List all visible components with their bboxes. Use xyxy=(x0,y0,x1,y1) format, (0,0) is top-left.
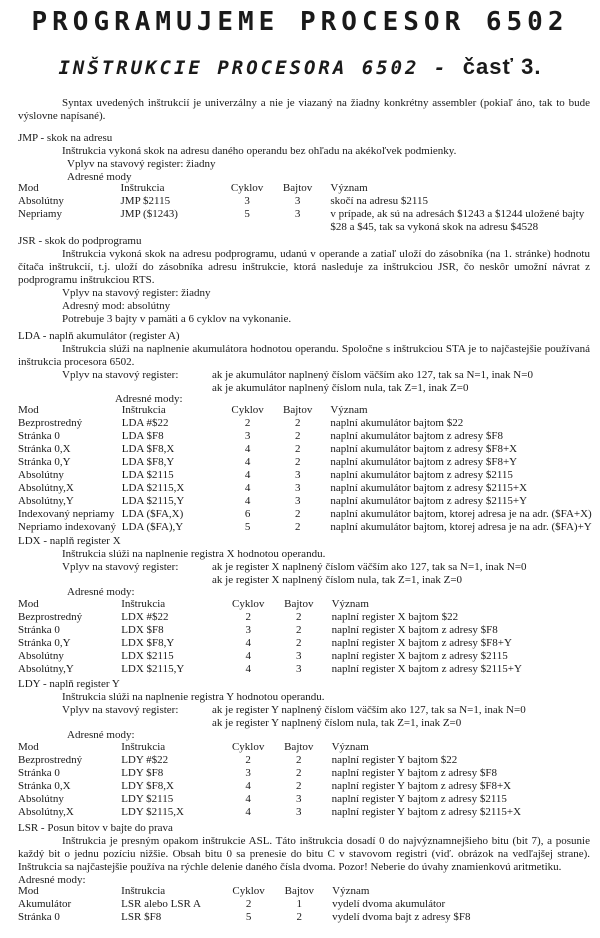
cell-mod: Bezprostredný xyxy=(18,611,83,623)
cell-bytes: 2 xyxy=(294,508,301,520)
col-header-instruction: Inštrukcia xyxy=(121,598,166,610)
ldy-modes-label: Adresné mody: xyxy=(67,729,135,741)
cell-instruction: LDX $F8 xyxy=(121,624,164,636)
ldx-flags-z: ak je register X naplnený číslom nula, tak Z=1, inak Z=0 xyxy=(212,574,463,586)
table-row xyxy=(18,793,600,806)
cell-instruction: LDA ($FA,X) xyxy=(121,508,184,520)
ldy-flags-label: Vplyv na stavový register: xyxy=(62,704,179,716)
cell-meaning: naplní register Y bajtom z adresy $2115+X xyxy=(331,806,522,818)
cell-cycles: 4 xyxy=(245,806,251,818)
cell-instruction: LDA $2115,Y xyxy=(121,495,185,507)
col-header-meaning: Význam xyxy=(331,598,369,610)
jmp-heading: JMP - skok na adresu xyxy=(18,132,113,144)
page-title: PROGRAMUJEME PROCESOR 6502 xyxy=(31,7,569,37)
cell-meaning: naplní akumulátor bajtom z adresy $2115+Y xyxy=(330,495,528,507)
cell-cycles: 5 xyxy=(244,208,250,220)
col-header-bytes: Bajtov xyxy=(284,885,314,897)
table-header-row xyxy=(18,885,600,898)
jsr-description: Inštrukcia vykoná skok na adresu podprogramu, udanú v operande a zatiaľ uloží do zásobníka (na 1. stránke) hodnotu čítača inštrukcií, t.j. uloží do zásobníka adresu inštrukcie, ktorá nasleduje za inštrukciou JSR, čo neskôr umožní návrat z podprogramu inštrukciou RTS. xyxy=(18,248,590,286)
col-header-mod: Mod xyxy=(18,182,39,194)
ldy-description: Inštrukcia slúži na naplnenie registra Y hodnotou operandu. xyxy=(62,691,325,703)
cell-meaning: naplní akumulátor bajtom z adresy $F8+Y xyxy=(330,456,518,468)
table-row xyxy=(18,637,600,650)
cell-mod: Stránka 0 xyxy=(18,767,60,779)
cell-mod: Stránka 0 xyxy=(18,911,60,923)
cell-meaning: naplní akumulátor bajtom z adresy $2115+X xyxy=(330,482,528,494)
ldx-flags-label: Vplyv na stavový register: xyxy=(62,561,179,573)
cell-cycles: 2 xyxy=(245,898,252,910)
col-header-instruction: Inštrukcia xyxy=(121,741,166,753)
cell-cycles: 4 xyxy=(245,637,251,649)
cell-meaning: v prípade, ak sú na adresách $1243 a $1244 uložené bajty xyxy=(330,208,585,220)
cell-meaning: vydelí dvoma bajt z adresy $F8 xyxy=(332,911,471,923)
table-row xyxy=(18,430,600,443)
col-header-meaning: Význam xyxy=(330,404,368,416)
cell-cycles: 5 xyxy=(244,521,251,533)
cell-bytes: 2 xyxy=(294,430,301,442)
cell-bytes: 2 xyxy=(296,780,302,792)
cell-meaning: naplní register X bajtom z adresy $F8 xyxy=(331,624,498,636)
cell-bytes: 3 xyxy=(294,208,301,220)
col-header-instruction: Inštrukcia xyxy=(121,404,166,416)
subtitle-part: časť 3. xyxy=(462,54,542,79)
subtitle-text: INŠTRUKCIE PROCESORA 6502 - xyxy=(58,57,449,79)
cell-mod: Stránka 0 xyxy=(18,430,60,442)
cell-instruction: LDA $2115 xyxy=(121,469,174,481)
cell-bytes: 2 xyxy=(296,611,302,623)
cell-bytes: 2 xyxy=(296,754,302,766)
cell-instruction: JMP ($1243) xyxy=(120,208,178,220)
ldy-table xyxy=(18,741,600,819)
col-header-meaning: Význam xyxy=(330,182,368,194)
cell-cycles: 3 xyxy=(245,624,251,636)
cell-mod: Stránka 0,X xyxy=(18,780,71,792)
lsr-heading: LSR - Posun bitov v bajte do prava xyxy=(18,822,173,834)
ldy-flags-z: ak je register Y naplnený číslom nula, tak Z=1, inak Z=0 xyxy=(212,717,462,729)
cell-instruction: LDX $2115 xyxy=(121,650,174,662)
table-row xyxy=(18,767,600,780)
cell-cycles: 2 xyxy=(245,754,251,766)
cell-mod: Absolútny,X xyxy=(18,806,74,818)
table-row xyxy=(18,417,600,430)
col-header-mod: Mod xyxy=(18,885,39,897)
cell-mod: Absolútny xyxy=(18,195,64,207)
cell-cycles: 4 xyxy=(245,650,251,662)
col-header-mod: Mod xyxy=(18,598,39,610)
col-header-bytes: Bajtov xyxy=(283,404,313,416)
table-row xyxy=(18,898,600,911)
cell-mod: Absolútny,Y xyxy=(18,663,74,675)
ldx-heading: LDX - naplň register X xyxy=(18,535,121,547)
cell-instruction: LDY #$22 xyxy=(121,754,169,766)
cell-meaning: naplní akumulátor bajtom, ktorej adresa je na adr. ($FA+X) xyxy=(330,508,592,520)
table-row xyxy=(18,521,600,534)
cell-meaning: skočí na adresu $2115 xyxy=(330,195,429,207)
lda-table xyxy=(18,404,600,534)
cell-cycles: 4 xyxy=(244,495,251,507)
cell-meaning: naplní akumulátor bajtom, ktorej adresa je na adr. ($FA)+Y xyxy=(330,521,592,533)
lda-flags-label: Vplyv na stavový register: xyxy=(62,369,179,381)
cell-mod: Absolútny xyxy=(18,793,64,805)
cell-bytes: 2 xyxy=(296,767,302,779)
col-header-instruction: Inštrukcia xyxy=(120,182,165,194)
cell-instruction: LDY $2115 xyxy=(121,793,174,805)
cell-bytes: 2 xyxy=(294,417,301,429)
cell-instruction: LSR $F8 xyxy=(121,911,162,923)
col-header-bytes: Bajtov xyxy=(284,598,314,610)
cell-mod: Stránka 0,Y xyxy=(18,637,71,649)
cell-meaning: naplní register X bajtom z adresy $F8+Y xyxy=(331,637,512,649)
cell-instruction: LDY $2115,X xyxy=(121,806,184,818)
cell-cycles: 5 xyxy=(245,911,252,923)
table-row xyxy=(18,495,600,508)
table-row xyxy=(18,469,600,482)
table-row xyxy=(18,754,600,767)
cell-meaning: naplní register Y bajtom $22 xyxy=(331,754,458,766)
cell-mod: Absolútny,Y xyxy=(18,495,74,507)
cell-mod: Nepriamy xyxy=(18,208,62,220)
jmp-table xyxy=(18,182,600,234)
col-header-cycles: Cyklov xyxy=(232,885,265,897)
cell-bytes: 3 xyxy=(296,806,302,818)
table-header-row xyxy=(18,404,600,417)
cell-bytes: 3 xyxy=(296,663,302,675)
cell-bytes: 2 xyxy=(294,443,301,455)
col-header-bytes: Bajtov xyxy=(282,182,313,194)
table-header-row xyxy=(18,741,600,754)
cell-mod: Bezprostredný xyxy=(18,754,83,766)
table-header-row xyxy=(18,182,600,195)
col-header-cycles: Cyklov xyxy=(230,182,264,194)
table-row xyxy=(18,780,600,793)
cell-instruction: LDX #$22 xyxy=(121,611,169,623)
cell-cycles: 4 xyxy=(244,443,251,455)
col-header-mod: Mod xyxy=(18,741,39,753)
cell-meaning: naplní akumulátor bajtom $22 xyxy=(330,417,464,429)
table-row xyxy=(18,508,600,521)
cell-meaning: naplní akumulátor bajtom z adresy $2115 xyxy=(330,469,513,481)
cell-instruction: LSR alebo LSR A xyxy=(121,898,201,910)
cell-bytes: 2 xyxy=(296,911,303,923)
cell-cycles: 4 xyxy=(244,456,251,468)
lsr-description: Inštrukcia je presným opakom inštrukcie ASL. Táto inštrukcia dosadí 0 do najvýznamnejšieho bitu (bit 7), a posunie každý bit o jednu pozíciu nižšie. Obsah bitu 0 sa prenesie do bitu C v stavovom registri (viď. obrázok na vedľajšej strane). Inštrukcia sa najčastejšie používa na rýchle delenie daného čísla dvoma. Pozor! Neberie do úvahy znamienkovú aritmetiku. xyxy=(18,835,590,873)
lda-modes-label: Adresné mody: xyxy=(115,393,183,405)
col-header-cycles: Cyklov xyxy=(231,741,265,753)
cell-cycles: 3 xyxy=(245,767,251,779)
cell-mod: Stránka 0 xyxy=(18,624,60,636)
jsr-heading: JSR - skok do podprogramu xyxy=(18,235,142,247)
cell-bytes: 2 xyxy=(296,637,302,649)
ldy-heading: LDY - naplň register Y xyxy=(18,678,120,690)
col-header-cycles: Cyklov xyxy=(231,404,264,416)
cell-meaning: vydelí dvoma akumulátor xyxy=(332,898,446,910)
cell-bytes: 1 xyxy=(296,898,303,910)
lsr-table xyxy=(18,885,600,924)
ldx-table xyxy=(18,598,600,676)
cell-meaning: naplní register X bajtom z adresy $2115+Y xyxy=(331,663,522,675)
cell-meaning: naplní register Y bajtom z adresy $2115 xyxy=(331,793,507,805)
col-header-mod: Mod xyxy=(18,404,39,416)
cell-cycles: 2 xyxy=(245,611,251,623)
cell-mod: Absolútny xyxy=(18,469,64,481)
cell-meaning: naplní register Y bajtom z adresy $F8+X xyxy=(331,780,512,792)
lda-flags-z: ak je akumulátor naplnený číslom nula, tak Z=1, inak Z=0 xyxy=(212,382,469,394)
lsr-modes-label: Adresné mody: xyxy=(18,874,86,886)
cell-cycles: 4 xyxy=(245,780,251,792)
cell-instruction: LDA $F8 xyxy=(121,430,164,442)
table-row xyxy=(18,650,600,663)
cell-bytes: 3 xyxy=(294,469,301,481)
cell-cycles: 4 xyxy=(244,482,251,494)
ldx-modes-label: Adresné mody: xyxy=(67,586,135,598)
col-header-meaning: Význam xyxy=(332,885,370,897)
table-row xyxy=(18,624,600,637)
cell-cycles: 2 xyxy=(244,417,251,429)
table-row xyxy=(18,443,600,456)
table-row xyxy=(18,663,600,676)
table-header-row xyxy=(18,598,600,611)
lda-flags-n: ak je akumulátor naplnený číslom väčším ako 127, tak sa N=1, inak N=0 xyxy=(212,369,533,381)
cell-instruction: JMP $2115 xyxy=(120,195,171,207)
cell-bytes: 3 xyxy=(294,195,301,207)
jmp-flags: Vplyv na stavový register: žiadny xyxy=(67,158,216,170)
ldx-flags-n: ak je register X naplnený číslom väčším ako 127, tak sa N=1, inak N=0 xyxy=(212,561,527,573)
col-header-bytes: Bajtov xyxy=(284,741,314,753)
jmp-description: Inštrukcia vykoná skok na adresu daného operandu bez ohľadu na akékoľvek podmienky. xyxy=(62,145,457,157)
cell-cycles: 4 xyxy=(245,663,251,675)
cell-bytes: 2 xyxy=(294,521,301,533)
cell-bytes: 3 xyxy=(296,793,302,805)
jmp-modes-label: Adresné mody xyxy=(67,171,132,183)
cell-mod: Akumulátor xyxy=(18,898,72,910)
cell-instruction: LDA $F8,X xyxy=(121,443,175,455)
cell-meaning: naplní register X bajtom $22 xyxy=(331,611,459,623)
cell-bytes: 2 xyxy=(294,456,301,468)
cell-cycles: 6 xyxy=(244,508,251,520)
cell-cycles: 4 xyxy=(244,469,251,481)
cell-mod: Indexovaný nepriamy xyxy=(18,508,115,520)
cell-bytes: 3 xyxy=(294,495,301,507)
cell-cycles: 4 xyxy=(245,793,251,805)
cell-meaning-continued: $28 a $45, tak sa vykoná skok na adresu $4528 xyxy=(330,221,539,233)
cell-instruction: LDA ($FA),Y xyxy=(121,521,184,533)
cell-instruction: LDY $F8,X xyxy=(121,780,174,792)
cell-bytes: 3 xyxy=(294,482,301,494)
cell-instruction: LDA $2115,X xyxy=(121,482,185,494)
table-row xyxy=(18,195,600,208)
table-row xyxy=(18,456,600,469)
cell-mod: Absolútny,X xyxy=(18,482,74,494)
ldy-flags-n: ak je register Y naplnený číslom väčším ako 127, tak sa N=1, inak N=0 xyxy=(212,704,526,716)
cell-instruction: LDA #$22 xyxy=(121,417,169,429)
table-row xyxy=(18,806,600,819)
cell-instruction: LDY $F8 xyxy=(121,767,164,779)
cell-mod: Absolútny xyxy=(18,650,64,662)
lda-heading: LDA - naplň akumulátor (register A) xyxy=(18,330,180,342)
cell-mod: Nepriamo indexovaný xyxy=(18,521,117,533)
cell-bytes: 2 xyxy=(296,624,302,636)
cell-meaning: naplní register X bajtom z adresy $2115 xyxy=(331,650,508,662)
lda-description: Inštrukcia slúži na naplnenie akumulátora hodnotou operandu. Spoločne s inštrukciou STA je to najčastejšie používaná inštrukcia procesora 6502. xyxy=(18,343,590,368)
cell-instruction: LDX $F8,Y xyxy=(121,637,175,649)
cell-instruction: LDX $2115,Y xyxy=(121,663,185,675)
cell-mod: Bezprostredný xyxy=(18,417,83,429)
jsr-cycles: Potrebuje 3 bajty v pamäti a 6 cyklov na vykonanie. xyxy=(62,313,292,325)
cell-meaning: naplní akumulátor bajtom z adresy $F8+X xyxy=(330,443,518,455)
table-row xyxy=(18,208,600,221)
cell-cycles: 3 xyxy=(244,430,251,442)
cell-meaning: naplní akumulátor bajtom z adresy $F8 xyxy=(330,430,503,442)
jsr-flags: Vplyv na stavový register: žiadny xyxy=(62,287,211,299)
cell-meaning: naplní register Y bajtom z adresy $F8 xyxy=(331,767,497,779)
cell-bytes: 3 xyxy=(296,650,302,662)
jsr-mode: Adresný mod: absolútny xyxy=(62,300,171,312)
cell-instruction: LDA $F8,Y xyxy=(121,456,175,468)
col-header-cycles: Cyklov xyxy=(231,598,265,610)
ldx-description: Inštrukcia slúži na naplnenie registra X hodnotou operandu. xyxy=(62,548,326,560)
col-header-instruction: Inštrukcia xyxy=(121,885,166,897)
table-row xyxy=(18,221,600,234)
cell-mod: Stránka 0,Y xyxy=(18,456,71,468)
cell-cycles: 3 xyxy=(244,195,250,207)
table-row xyxy=(18,482,600,495)
col-header-meaning: Význam xyxy=(331,741,369,753)
cell-mod: Stránka 0,X xyxy=(18,443,71,455)
page-subtitle xyxy=(0,54,600,81)
intro-paragraph: Syntax uvedených inštrukcií je univerzálny a nie je viazaný na žiadny konkrétny assembler (pokiaľ áno, tak to bude výslovne napísané). xyxy=(18,97,590,122)
table-row xyxy=(18,611,600,624)
table-row xyxy=(18,911,600,924)
